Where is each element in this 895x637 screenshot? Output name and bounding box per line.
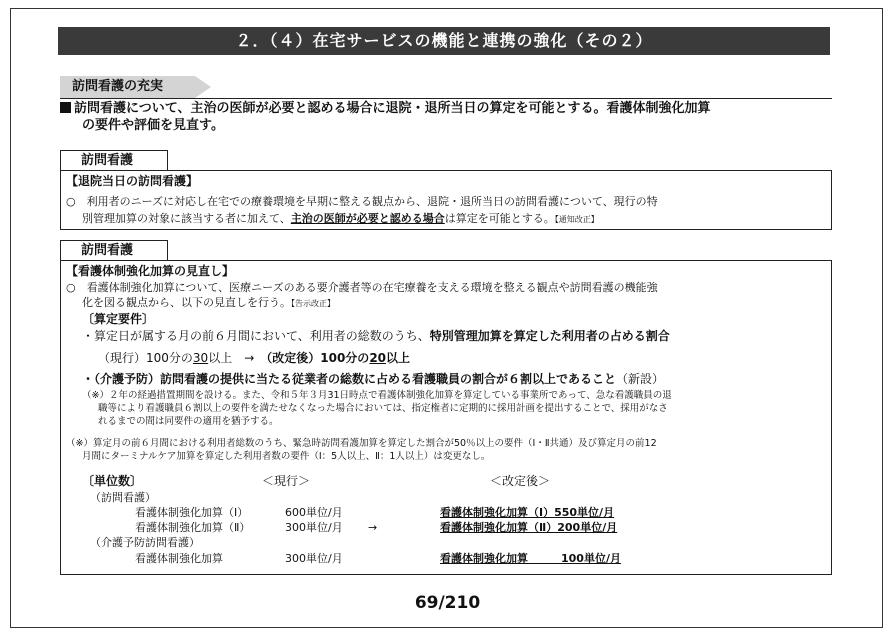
subject-divider [60,98,832,99]
section2-intro-1: ○ 看護体制強化加算について、医療ニーズのある要介護者等の在宅療養を支える環境を整える観点や訪問看護の機能強 [66,281,658,294]
subject-tab-arrow [195,76,211,98]
square-bullet-icon [60,102,71,113]
page-title: ２．（４）在宅サービスの機能と連携の強化（その２） [58,27,830,55]
section2-intro-2: 化を図る観点から、以下の見直しを行う。【告示改正】 [82,296,335,309]
note-1-line-2: 職等により看護職員６割以上の要件を満たせなくなった場合においては、指定権者に定期的に採用計画を提出することで、採用がなさ [98,403,668,414]
summary [60,100,832,134]
requirement-ratio: （現行）100分の30以上 → （改定後）100分の20以上 [98,351,411,365]
requirements-heading: 〔算定要件〕 [82,312,155,326]
section2-tab: 訪問看護 [60,240,168,260]
row1-current: 600単位/月 [285,506,343,519]
note-2-line-2: 月間にターミナルケア加算を算定した利用者数の要件（Ⅰ：5人以上、Ⅱ：1人以上）は変更なし。 [82,451,491,462]
note-2-line-1: （※）算定月の前６月間における利用者総数のうち、緊急時訪問看護加算を算定した割合が50％以上の要件（Ⅰ・Ⅱ共通）及び算定月の前12 [66,438,657,449]
arrow-icon: → [368,521,378,534]
group-preventive-nursing: （介護予防訪問看護） [90,536,200,549]
page-number: 69/210 [414,593,481,613]
subject-tab: 訪問看護の充実 [60,76,195,98]
row3-revised: 看護体制強化加算 100単位/月 [440,552,621,565]
group-visiting-nursing: （訪問看護） [90,491,156,504]
section1-tab: 訪問看護 [60,150,168,170]
column-current: ＜現行＞ [262,474,311,488]
row3-current: 300単位/月 [285,552,343,565]
section1-heading: 【退院当日の訪問看護】 [66,174,199,188]
summary-line-1: 訪問看護について、主治の医師が必要と認める場合に退院・退所当日の算定を可能とする。看護体制強化加算 [74,101,711,116]
section1-line-2: 別管理加算の対象に該当する者に加えて、主治の医師が必要と認める場合は算定を可能とする。【通知改正】 [82,212,599,225]
requirement-2: ・（介護予防）訪問看護の提供に当たる従業者の総数に占める看護職員の割合が６割以上であること（新設） [82,372,665,386]
column-revised: ＜改定後＞ [490,474,551,488]
note-1-line-1: （※）２年の経過措置期間を設ける。また、令和５年３月31日時点で看護体制強化加算を算定している事業所であって、急な看護職員の退 [82,390,672,401]
row2-current: 300単位/月 [285,521,343,534]
section1-line-1: ○ 利用者のニーズに対応し在宅での療養環境を早期に整える観点から、退院・退所当日の訪問看護について、現行の特 [66,195,658,208]
note-1-line-3: れるまでの間は同要件の適用を猶予する。 [98,416,279,427]
row3-name: 看護体制強化加算 [135,552,223,565]
section2-heading: 【看護体制強化加算の見直し】 [66,264,235,278]
units-heading: 〔単位数〕 [82,474,143,488]
row1-revised: 看護体制強化加算（Ⅰ）550単位/月 [440,506,615,519]
row1-name: 看護体制強化加算（Ⅰ） [135,506,249,519]
summary-line-2: の要件や評価を見直す。 [82,118,224,133]
row2-name: 看護体制強化加算（Ⅱ） [135,521,251,534]
requirement-1: ・算定日が属する月の前６月間において、利用者の総数のうち、特別管理加算を算定した利用者の占める割合 [82,329,670,343]
row2-revised: 看護体制強化加算（Ⅱ）200単位/月 [440,521,618,534]
